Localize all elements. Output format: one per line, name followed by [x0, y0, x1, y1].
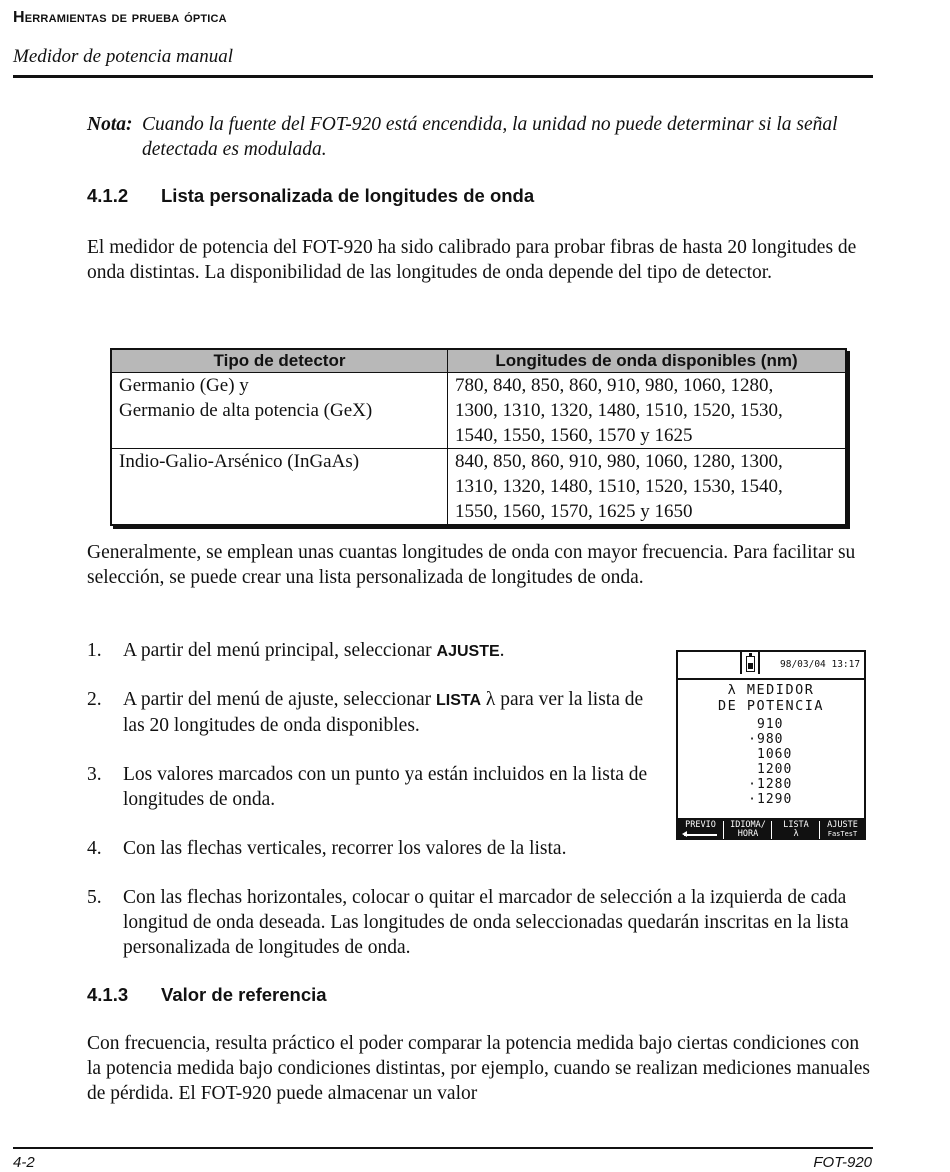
- device-wavelength-item: 1060: [757, 747, 793, 762]
- wavelengths-cell: [448, 373, 847, 449]
- left-arrow-icon: [678, 830, 723, 838]
- device-datetime: 98/03/04 13:17: [780, 659, 861, 670]
- running-header-title: Herramientas de prueba óptica: [13, 9, 227, 26]
- section-number: 4.1.2: [87, 185, 129, 206]
- step-number: 1.: [87, 640, 102, 661]
- step-item: [87, 638, 647, 664]
- softkey-lista: LISTA λ: [771, 821, 820, 839]
- table-row: [111, 449, 846, 526]
- step-item: [87, 762, 665, 812]
- page-number: 4-2: [13, 1154, 35, 1171]
- table-header-wavelengths: Longitudes de onda disponibles (nm): [448, 349, 847, 373]
- softkey-previo: PREVIO: [678, 821, 723, 839]
- detector-cell: [111, 449, 448, 526]
- softkey-idioma-hora: IDIOMA/ HORA: [723, 821, 772, 839]
- reference-paragraph: Con frecuencia, resulta práctico el poder comparar la potencia medida bajo ciertas condiciones con la potencia medida bajo condiciones distintas, por ejemplo, cuando se realizan mediciones manuales de pérdida. El FOT-920 puede almacenar un valor: [87, 1033, 870, 1104]
- device-wavelength-item: 1200: [757, 762, 793, 777]
- step-item: [87, 836, 665, 861]
- after-table-paragraph: Generalmente, se emplean unas cuantas longitudes de onda con mayor frecuencia. Para facilitar su selección, se puede crear una lista personalizada de longitudes de onda.: [87, 542, 856, 588]
- step-text: A partir del menú principal, seleccionar: [123, 640, 437, 661]
- wavelengths-line: 1550, 1560, 1570, 1625 y 1650: [455, 501, 693, 522]
- device-wavelength-item: ·980: [748, 732, 784, 747]
- section-heading-413: [87, 984, 327, 1006]
- running-header-subtitle: Medidor de potencia manual: [13, 46, 234, 67]
- device-wavelength-item: ·1280: [748, 777, 793, 792]
- section-title: Lista personalizada de longitudes de onda: [161, 185, 535, 206]
- device-wavelength-item: ·1290: [748, 792, 793, 807]
- device-status-bar: [678, 652, 864, 680]
- step-text-post: .: [499, 640, 505, 661]
- device-title-line2: DE POTENCIA: [718, 698, 824, 714]
- table-header-detector: Tipo de detector: [111, 349, 448, 373]
- section-heading-412: [87, 185, 534, 207]
- section-title: Valor de referencia: [161, 984, 327, 1005]
- header-rule: [13, 75, 873, 78]
- step-number: 2.: [87, 689, 102, 710]
- device-softkey-bar: [678, 818, 864, 840]
- step-keyword: AJUSTE: [436, 643, 500, 660]
- step-text: Con las flechas verticales, recorrer los valores de la lista.: [123, 838, 567, 859]
- footer-product: FOT-920: [813, 1154, 872, 1171]
- step-number: 5.: [87, 887, 102, 908]
- step-item: [87, 687, 665, 738]
- step-text: Con las flechas horizontales, colocar o quitar el marcador de selección a la izquierda de cada longitud de onda deseada. Las longitudes de onda seleccionadas quedarán inscritas en la lista personalizada de longitudes de onda.: [123, 887, 849, 958]
- wavelengths-line: 1310, 1320, 1480, 1510, 1520, 1530, 1540,: [455, 476, 783, 497]
- battery-icon: [740, 652, 760, 674]
- table-row: [111, 373, 846, 449]
- step-keyword: LISTA: [435, 692, 481, 709]
- detector-cell: [111, 373, 448, 449]
- step-item: [87, 885, 887, 960]
- intro-paragraph: El medidor de potencia del FOT-920 ha sido calibrado para probar fibras de hasta 20 longitudes de onda distintas. La disponibilidad de las longitudes de onda depende del tipo de detector.: [87, 237, 857, 283]
- wavelengths-line: 1540, 1550, 1560, 1570 y 1625: [455, 425, 693, 446]
- device-title-line1: λ MEDIDOR: [727, 682, 815, 698]
- device-screen: [676, 650, 866, 840]
- footer-rule: [13, 1147, 873, 1149]
- softkey-ajuste: AJUSTE FasTesT: [819, 821, 865, 839]
- detector-line: Germanio de alta potencia (GeX): [119, 400, 373, 421]
- note-label: Nota:: [87, 114, 133, 135]
- note-block: [87, 112, 873, 162]
- wavelengths-line: 1300, 1310, 1320, 1480, 1510, 1520, 1530,: [455, 400, 783, 421]
- wavelengths-line: 840, 850, 860, 910, 980, 1060, 1280, 1300,: [455, 451, 783, 472]
- step-number: 3.: [87, 764, 102, 785]
- detector-line: Germanio (Ge) y: [119, 375, 249, 396]
- table-header-row: [111, 349, 846, 373]
- wavelength-table: [110, 348, 847, 526]
- step-number: 4.: [87, 838, 102, 859]
- note-text: Cuando la fuente del FOT-920 está encendida, la unidad no puede determinar si la señal detectada es modulada.: [142, 114, 838, 160]
- wavelengths-cell: [448, 449, 847, 526]
- section-number: 4.1.3: [87, 984, 129, 1005]
- detector-line: Indio-Galio-Arsénico (InGaAs): [119, 451, 360, 472]
- step-text: A partir del menú de ajuste, seleccionar: [123, 689, 436, 710]
- device-wavelength-item: 910: [757, 717, 784, 732]
- wavelengths-line: 780, 840, 850, 860, 910, 980, 1060, 1280,: [455, 375, 774, 396]
- step-text-post: λ para ver la lista de las 20 longitudes de onda disponibles.: [123, 689, 644, 736]
- step-text: Los valores marcados con un punto ya están incluidos en la lista de longitudes de onda.: [123, 764, 648, 810]
